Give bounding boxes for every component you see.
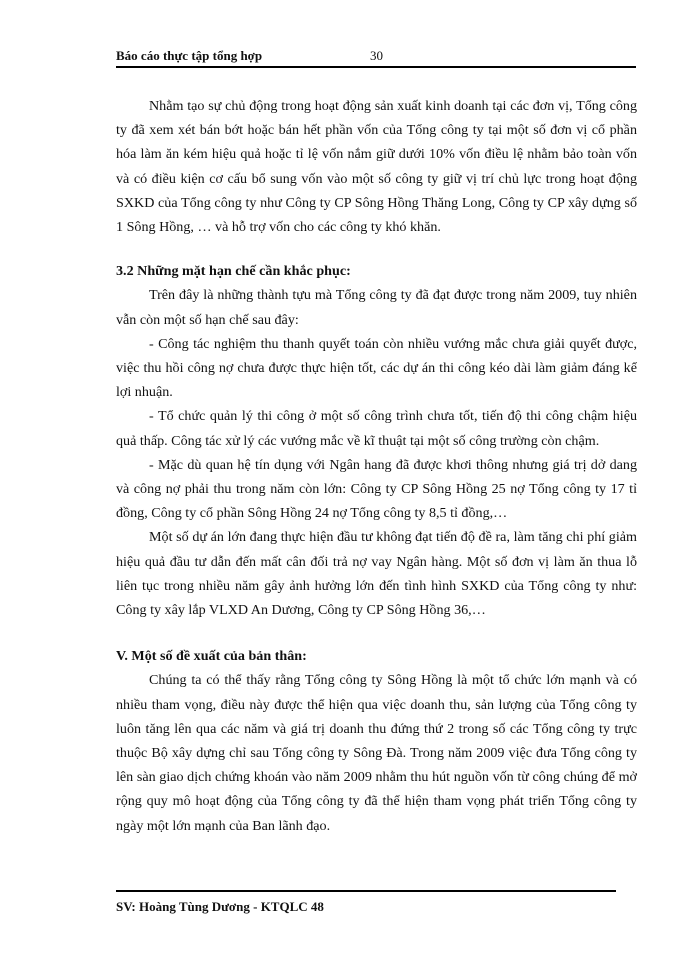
report-title: Báo cáo thực tập tổng hợp	[116, 48, 263, 63]
footer-author: SV: Hoàng Tùng Dương - KTQLC 48	[116, 899, 324, 914]
spacer	[116, 622, 637, 644]
paragraph-2: Trên đây là những thành tựu mà Tổng công ty đã đạt được trong năm 2009, tuy nhiên vẫn còn một số hạn chế sau đây:	[116, 287, 637, 328]
spacer	[116, 239, 637, 259]
page-header	[116, 46, 636, 68]
header-rule	[116, 66, 636, 68]
page-body	[116, 94, 637, 838]
bullet-item-3: - Mặc dù quan hệ tín dụng với Ngân hang đã được khơi thông nhưng giá trị dở dang và công nợ phải thu trong năm còn lớn: Công ty CP Sông Hồng 25 nợ Tổng công ty 17 tỉ đồng, Công ty cổ phần Sông Hồng 24 nợ Tổng công ty 8,5 tỉ đồng,…	[116, 456, 637, 522]
page-footer	[116, 890, 616, 915]
bullet-item-2: - Tổ chức quản lý thi công ở một số công trình chưa tốt, tiến độ thi công chậm hiệu quả thấp. Công tác xử lý các vướng mắc về kĩ thuật tại một số công trường còn chậm.	[116, 408, 637, 449]
paragraph-1: Nhằm tạo sự chủ động trong hoạt động sản xuất kinh doanh tại các đơn vị, Tổng công ty đã xem xét bán bớt hoặc bán hết phần vốn của Tổng công ty tại một số đơn vị cổ phần hóa làm ăn kém hiệu quả hoặc tỉ lệ vốn nắm giữ dưới 10% vốn điều lệ nhằm bảo toàn vốn và có điều kiện cơ cấu bổ sung vốn vào một số công ty giữ vị trí chủ lực trong hoạt động SXKD của Tổng công ty như Công ty CP Sông Hồng Thăng Long, Công ty CP xây dựng số 1 Sông Hồng, … và hỗ trợ vốn cho các công ty khó khăn.	[116, 98, 637, 236]
section-heading-3-2: 3.2 Những mặt hạn chế cần khắc phục:	[116, 263, 351, 280]
paragraph-3: Một số dự án lớn đang thực hiện đầu tư không đạt tiến độ đề ra, làm tăng chi phí giảm hiệu quả đầu tư dẫn đến mất cân đối trả nợ vay Ngân hàng. Một số đơn vị làm ăn thua lỗ liên tục trong nhiều năm gây ảnh hưởng lớn đến tình hình SXKD của Tổng công ty như: Công ty xây lắp VLXD An Dương, Công ty CP Sông Hồng 36,…	[116, 529, 637, 619]
section-heading-v: V. Một số đề xuất của bản thân:	[116, 648, 307, 665]
paragraph-4: Chúng ta có thể thấy rằng Tổng công ty Sông Hồng là một tổ chức lớn mạnh và có nhiều tham vọng, điều này được thể hiện qua việc doanh thu, sản lượng của Tổng công ty luôn tăng lên qua các năm và giá trị doanh thu đứng thứ 2 trong số các Tổng công ty trực thuộc Bộ xây dựng chỉ sau Tổng công ty Sông Đà. Trong năm 2009 việc đưa Tổng công ty lên sàn giao dịch chứng khoán vào năm 2009 nhằm thu hút nguồn vốn từ công chúng để mở rộng quy mô hoạt động của Tổng công ty đã thể hiện tham vọng phát triển Tổng công ty ngày một lớn mạnh của Ban lãnh đạo.	[116, 672, 637, 834]
page-number: 30	[370, 48, 383, 63]
footer-rule	[116, 890, 616, 892]
bullet-item-1: - Công tác nghiệm thu thanh quyết toán còn nhiều vướng mắc chưa giải quyết được, việc thu hồi công nợ chưa được thực hiện tốt, các dự án thi công kéo dài làm giảm đáng kể lợi nhuận.	[116, 335, 637, 401]
